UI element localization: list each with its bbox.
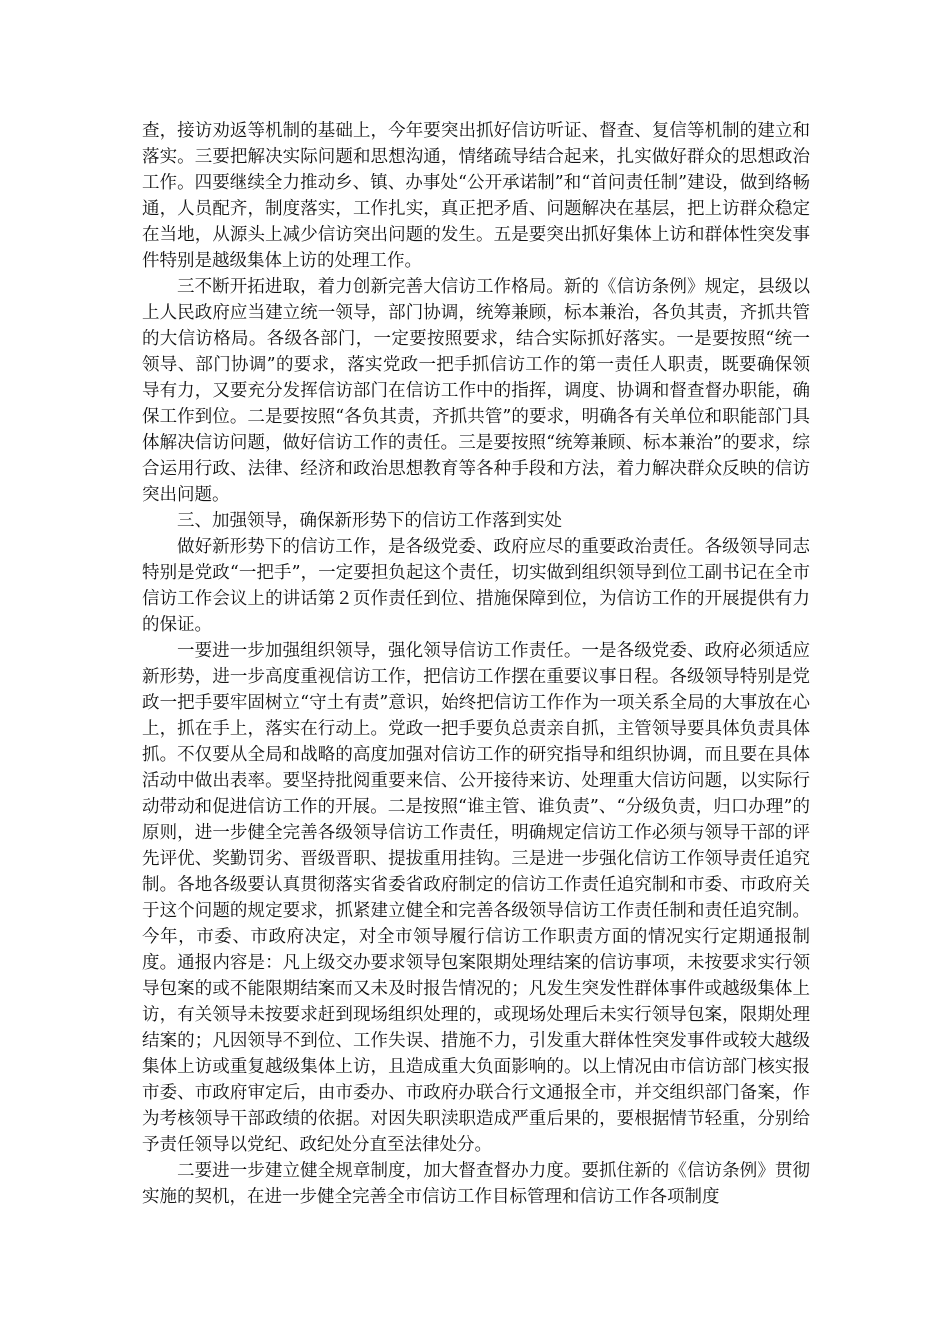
- document-page: [142, 118, 810, 1210]
- section-heading: 三、加强领导，确保新形势下的信访工作落到实处: [177, 511, 562, 531]
- paragraph-organizational-leadership: 一要进一步加强组织领导，强化领导信访工作责任。一是各级党委、政府必须适应新形势，进一步高度重视信访工作，把信访工作摆在重要议事日程。各级领导特别是党政一把手要牢固树立“守土有责”意识，始终把信访工作作为一项关系全局的大事放在心上，抓在手上，落实在行动上。党政一把手要负总责亲自抓，主管领导要具体负责具体抓。不仅要从全局和战略的高度加强对信访工作的研究指导和组织协调，而且要在具体活动中做出表率。要坚持批阅重要来信、公开接待来访、处理重大信访问题，以实际行动带动和促进信访工作的开展。二是按照“谁主管、谁负责”、“分级负责，归口办理”的原则，进一步健全完善各级领导信访工作责任，明确规定信访工作必须与领导干部的评先评优、奖勤罚劣、晋级晋职、提拔重用挂钩。三是进一步强化信访工作领导责任追究制。各地各级要认真贯彻落实省委省政府制定的信访工作责任追究制和市委、市政府关于这个问题的规定要求，抓紧建立健全和完善各级领导信访工作责任制和责任追究制。今年，市委、市政府决定，对全市领导履行信访工作职责方面的情况实行定期通报制度。通报内容是：凡上级交办要求领导包案限期处理结案的信访事项，未按要求实行领导包案的或不能限期结案而又未及时报告情况的；凡发生突发性群体事件或越级集体上访，有关领导未按要求赶到现场组织处理的，或现场处理后未实行领导包案，限期处理结案的；凡因领导不到位、工作失误、措施不力，引发重大群体性突发事件或较大越级集体上访或重复越级集体上访，且造成重大负面影响的。以上情况由市信访部门核实报市委、市政府审定后，由市委办、市政府办联合行文通报全市，并交组织部门备案，作为考核领导干部政绩的依据。对因失职渎职造成严重后果的，要根据情节轻重，分别给予责任领导以党纪、政纪处分直至法律处分。: [142, 641, 810, 1155]
- paragraph-continuation: 查，接访劝返等机制的基础上，今年要突出抓好信访听证、督查、复信等机制的建立和落实。三要把解决实际问题和思想沟通，情绪疏导结合起来，扎实做好群众的思想政治工作。四要继续全力推动乡、镇、办事处“公开承诺制”和“首问责任制”建设，做到络畅通，人员配齐，制度落实，工作扎实，真正把矛盾、问题解决在基层，把上访群众稳定在当地，从源头上减少信访突出问题的发生。五是要突出抓好集体上访和群体性突发事件特别是越级集体上访的处理工作。: [142, 121, 810, 271]
- paragraph-political-responsibility: 做好新形势下的信访工作，是各级党委、政府应尽的重要政治责任。各级领导同志特别是党政“一把手”，一定要担负起这个责任，切实做到组织领导到位工副书记在全市信访工作会议上的讲话第２页作责任到位、措施保障到位，为信访工作的开展提供有力的保证。: [142, 537, 810, 635]
- paragraph-rules-system: 二要进一步建立健全规章制度，加大督查督办力度。要抓住新的《信访条例》贯彻实施的契机，在进一步健全完善全市信访工作目标管理和信访工作各项制度: [142, 1161, 810, 1207]
- paragraph-work-pattern: 三不断开拓进取，着力创新完善大信访工作格局。新的《信访条例》规定，县级以上人民政府应当建立统一领导，部门协调，统筹兼顾，标本兼治，各负其责，齐抓共管的大信访格局。各级各部门，一定要按照要求，结合实际抓好落实。一是要按照“统一领导、部门协调”的要求，落实党政一把手抓信访工作的第一责任人职责，既要确保领导有力，又要充分发挥信访部门在信访工作中的指挥，调度、协调和督查督办职能，确保工作到位。二是要按照“各负其责，齐抓共管”的要求，明确各有关单位和职能部门具体解决信访问题，做好信访工作的责任。三是要按照“统筹兼顾、标本兼治”的要求，综合运用行政、法律、经济和政治思想教育等各种手段和方法，着力解决群众反映的信访突出问题。: [142, 277, 810, 505]
